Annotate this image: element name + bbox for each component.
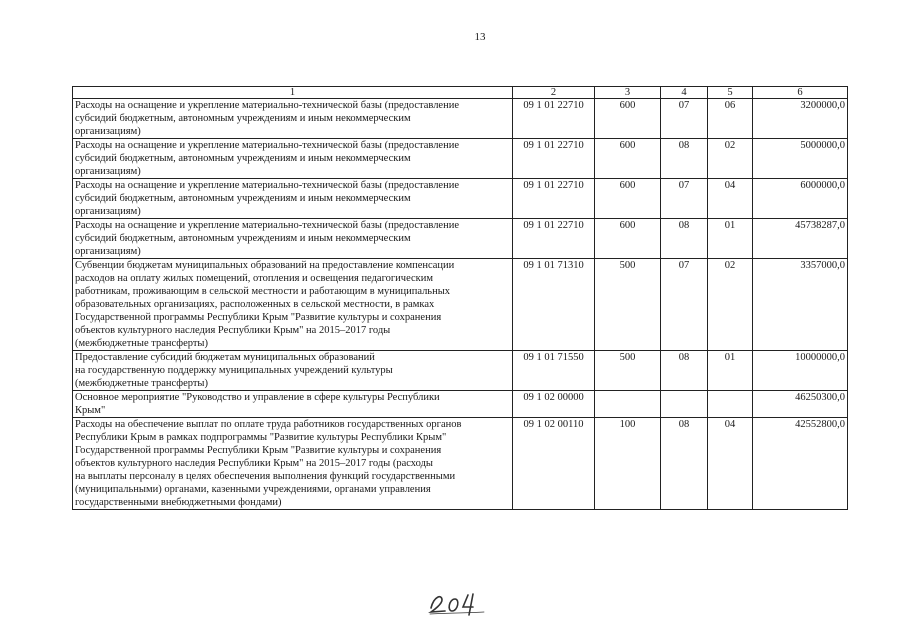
row-name: Расходы на оснащение и укрепление материально-технической базы (предоставление субсидий бюджетным, автономным учреждениям и иным некоммерческим организациям) — [73, 139, 513, 179]
row-section: 07 — [661, 99, 708, 139]
row-section: 08 — [661, 219, 708, 259]
row-subsection: 04 — [708, 418, 753, 510]
row-section — [661, 391, 708, 418]
row-name: Расходы на оснащение и укрепление материально-технической базы (предоставление субсидий бюджетным, автономным учреждениям и иным некоммерческим организациям) — [73, 219, 513, 259]
row-expense-type: 500 — [595, 351, 661, 391]
row-section: 07 — [661, 179, 708, 219]
row-section: 08 — [661, 139, 708, 179]
row-expense-type: 100 — [595, 418, 661, 510]
column-header: 3 — [595, 87, 661, 99]
row-code: 09 1 01 71550 — [513, 351, 595, 391]
row-expense-type: 600 — [595, 99, 661, 139]
column-header: 2 — [513, 87, 595, 99]
row-subsection: 02 — [708, 259, 753, 351]
row-code: 09 1 01 71310 — [513, 259, 595, 351]
row-name: Субвенции бюджетам муниципальных образований на предоставление компенсации расходов на оплату жилых помещений, отопления и освещения педагогическим работникам, проживающим в сельской местности и работающим в муниципальных образовательных организациях, расположенных в сельской местности, в рамках Государственной программы Республики Крым "Развитие культуры и сохранения объектов культурного наследия Республики Крым" на 2015–2017 годы (межбюджетные трансферты) — [73, 259, 513, 351]
row-sum: 3200000,0 — [753, 99, 848, 139]
row-code: 09 1 01 22710 — [513, 99, 595, 139]
row-expense-type: 600 — [595, 219, 661, 259]
row-code: 09 1 01 22710 — [513, 219, 595, 259]
row-sum: 42552800,0 — [753, 418, 848, 510]
row-expense-type: 600 — [595, 139, 661, 179]
row-sum: 45738287,0 — [753, 219, 848, 259]
row-name: Основное мероприятие "Руководство и управление в сфере культуры Республики Крым" — [73, 391, 513, 418]
row-expense-type: 500 — [595, 259, 661, 351]
column-header: 1 — [73, 87, 513, 99]
table-header-row — [73, 87, 848, 99]
table-row — [73, 99, 848, 139]
table-row — [73, 179, 848, 219]
table-row — [73, 259, 848, 351]
row-subsection — [708, 391, 753, 418]
row-subsection: 02 — [708, 139, 753, 179]
row-name: Расходы на оснащение и укрепление материально-технической базы (предоставление субсидий бюджетным, автономным учреждениям и иным некоммерческим организациям) — [73, 179, 513, 219]
row-name: Предоставление субсидий бюджетам муниципальных образований на государственную поддержку муниципальных учреждений культуры (межбюджетные трансферты) — [73, 351, 513, 391]
row-subsection: 01 — [708, 351, 753, 391]
row-code: 09 1 02 00000 — [513, 391, 595, 418]
row-subsection: 04 — [708, 179, 753, 219]
table-row — [73, 219, 848, 259]
row-sum: 6000000,0 — [753, 179, 848, 219]
row-code: 09 1 02 00110 — [513, 418, 595, 510]
row-sum: 5000000,0 — [753, 139, 848, 179]
row-section: 08 — [661, 351, 708, 391]
table-row — [73, 418, 848, 510]
table-row — [73, 351, 848, 391]
row-name: Расходы на оснащение и укрепление материально-технической базы (предоставление субсидий бюджетным, автономным учреждениям и иным некоммерческим организациям) — [73, 99, 513, 139]
row-sum: 10000000,0 — [753, 351, 848, 391]
row-code: 09 1 01 22710 — [513, 139, 595, 179]
row-name: Расходы на обеспечение выплат по оплате труда работников государственных органов Республики Крым в рамках подпрограммы "Развитие культуры Республики Крым" Государственной программы Республики Крым "Развитие культуры и сохранения объектов культурного наследия Республики Крым" на 2015–2017 годы (расходы на выплаты персоналу в целях обеспечения выполнения функций государственными (муниципальными) органами, казенными учреждениями, органами управления государственными внебюджетными фондами) — [73, 418, 513, 510]
handwritten-signature — [428, 588, 488, 616]
row-expense-type — [595, 391, 661, 418]
column-header: 4 — [661, 87, 708, 99]
row-sum: 3357000,0 — [753, 259, 848, 351]
row-section: 07 — [661, 259, 708, 351]
column-header: 5 — [708, 87, 753, 99]
row-code: 09 1 01 22710 — [513, 179, 595, 219]
row-sum: 46250300,0 — [753, 391, 848, 418]
row-expense-type: 600 — [595, 179, 661, 219]
budget-table — [72, 86, 848, 510]
page-number: 13 — [474, 31, 486, 43]
row-subsection: 01 — [708, 219, 753, 259]
column-header: 6 — [753, 87, 848, 99]
table-row — [73, 391, 848, 418]
table-row — [73, 139, 848, 179]
row-section: 08 — [661, 418, 708, 510]
row-subsection: 06 — [708, 99, 753, 139]
